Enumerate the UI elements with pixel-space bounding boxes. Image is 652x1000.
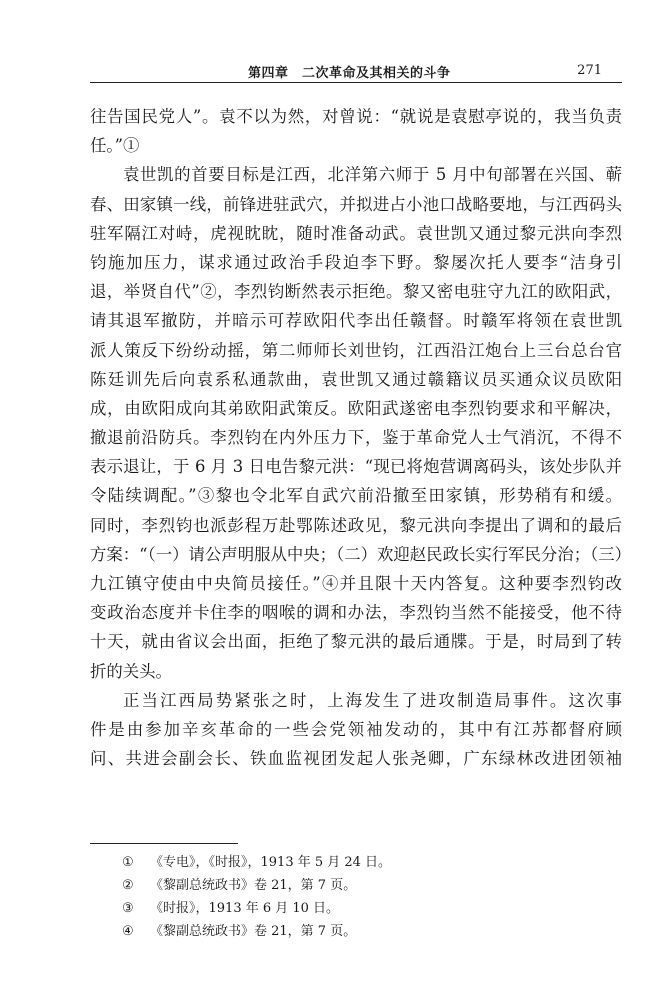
footnote-text: 《黎副总统政书》卷 21，第 7 页。 [150,878,357,893]
page-number: 271 [577,63,602,78]
text-line: 方案：“（一）请公声明服从中央；（二）欢迎赵民政长实行军民分治；（三） [90,544,632,564]
footnote-mark: ③ [122,901,134,916]
footnote-divider [90,843,238,844]
text-line: 请其退军撤防，并暗示可荐欧阳代李出任赣督。时赣军将领在袁世凯 [90,311,622,331]
chapter-title: 第四章 二次革命及其相关的斗争 [248,66,451,81]
footnote [122,874,602,897]
text-line: 表示退让，于 6 月 3 日电告黎元洪：“现已将炮营调离码头，该处步队并 [90,457,622,477]
body-text [90,102,632,773]
text-line: 往告国民党人”。袁不以为然，对曾说：“就说是袁慰亭说的，我当负责 [90,107,622,126]
text-line: 撤退前沿防兵。李烈钧在内外压力下，鉴于革命党人士气消沉，不得不 [90,428,622,448]
text-line: 十天，就由省议会出面，拒绝了黎元洪的最后通牒。于是，时局到了转 [90,632,622,652]
text-line: 派人策反下纷纷动摇，第二师师长刘世钧，江西沿江炮台上三台总台官 [90,340,622,360]
paragraph-start-line: 袁世凯的首要目标是江西，北洋第六师于 5 月中旬部署在兴国、蕲 [123,165,622,185]
text-line: 问、共进会副会长、铁血监视团发起人张尧卿，广东绿林改进团领袖 [90,749,622,769]
footnote [122,851,602,874]
footnote-text: 《时报》，1913 年 6 月 10 日。 [150,901,340,916]
text-line: 任。”① [90,136,140,156]
paragraph-start-line: 正当江西局势紧张之时，上海发生了进攻制造局事件。这次事 [123,690,622,710]
text-line: 变政治态度并卡住李的咽喉的调和办法，李烈钧当然不能接受，他不待 [90,603,622,623]
footnote-mark: ② [122,878,134,893]
text-line: 同时，李烈钧也派彭程万赴鄂陈述政见，黎元洪向李提出了调和的最后 [90,515,622,535]
text-line: 九江镇守使由中央简员接任。”④并且限十天内答复。这种要李烈钧改 [90,574,622,593]
footnote-mark: ④ [122,924,134,939]
footnote [122,897,602,920]
running-header [90,54,622,83]
footnote [122,920,602,943]
text-line: 退，举贤自代”②，李烈钧断然表示拒绝。黎又密电驻守九江的欧阳武， [90,282,622,302]
text-line: 陈廷训先后向袁系私通款曲，袁世凯又通过赣籍议员买通众议员欧阳 [90,369,622,389]
text-line: 钧施加压力，谋求通过政治手段迫李下野。黎屡次托人要李“洁身引 [90,252,622,272]
footnote-text: 《专电》，《时报》，1913 年 5 月 24 日。 [150,855,392,870]
text-line: 折的关头。 [90,661,172,681]
text-line: 成，由欧阳成向其弟欧阳武策反。欧阳武遂密电李烈钧要求和平解决， [90,398,622,418]
footnote-mark: ① [122,855,134,870]
text-line: 驻军隔江对峙，虎视眈眈，随时准备动武。袁世凯又通过黎元洪向李烈 [90,223,622,243]
text-line: 件是由参加辛亥革命的一些会党领袖发动的，其中有江苏都督府顾 [90,719,622,739]
footnote-text: 《黎副总统政书》卷 21，第 7 页。 [150,924,357,939]
text-line: 春、田家镇一线，前锋进驻武穴，并拟进占小池口战略要地，与江西码头 [90,194,622,214]
footnotes [122,851,602,943]
text-line: 令陆续调配。”③黎也令北军自武穴前沿撤至田家镇，形势稍有和缓。 [90,486,622,506]
